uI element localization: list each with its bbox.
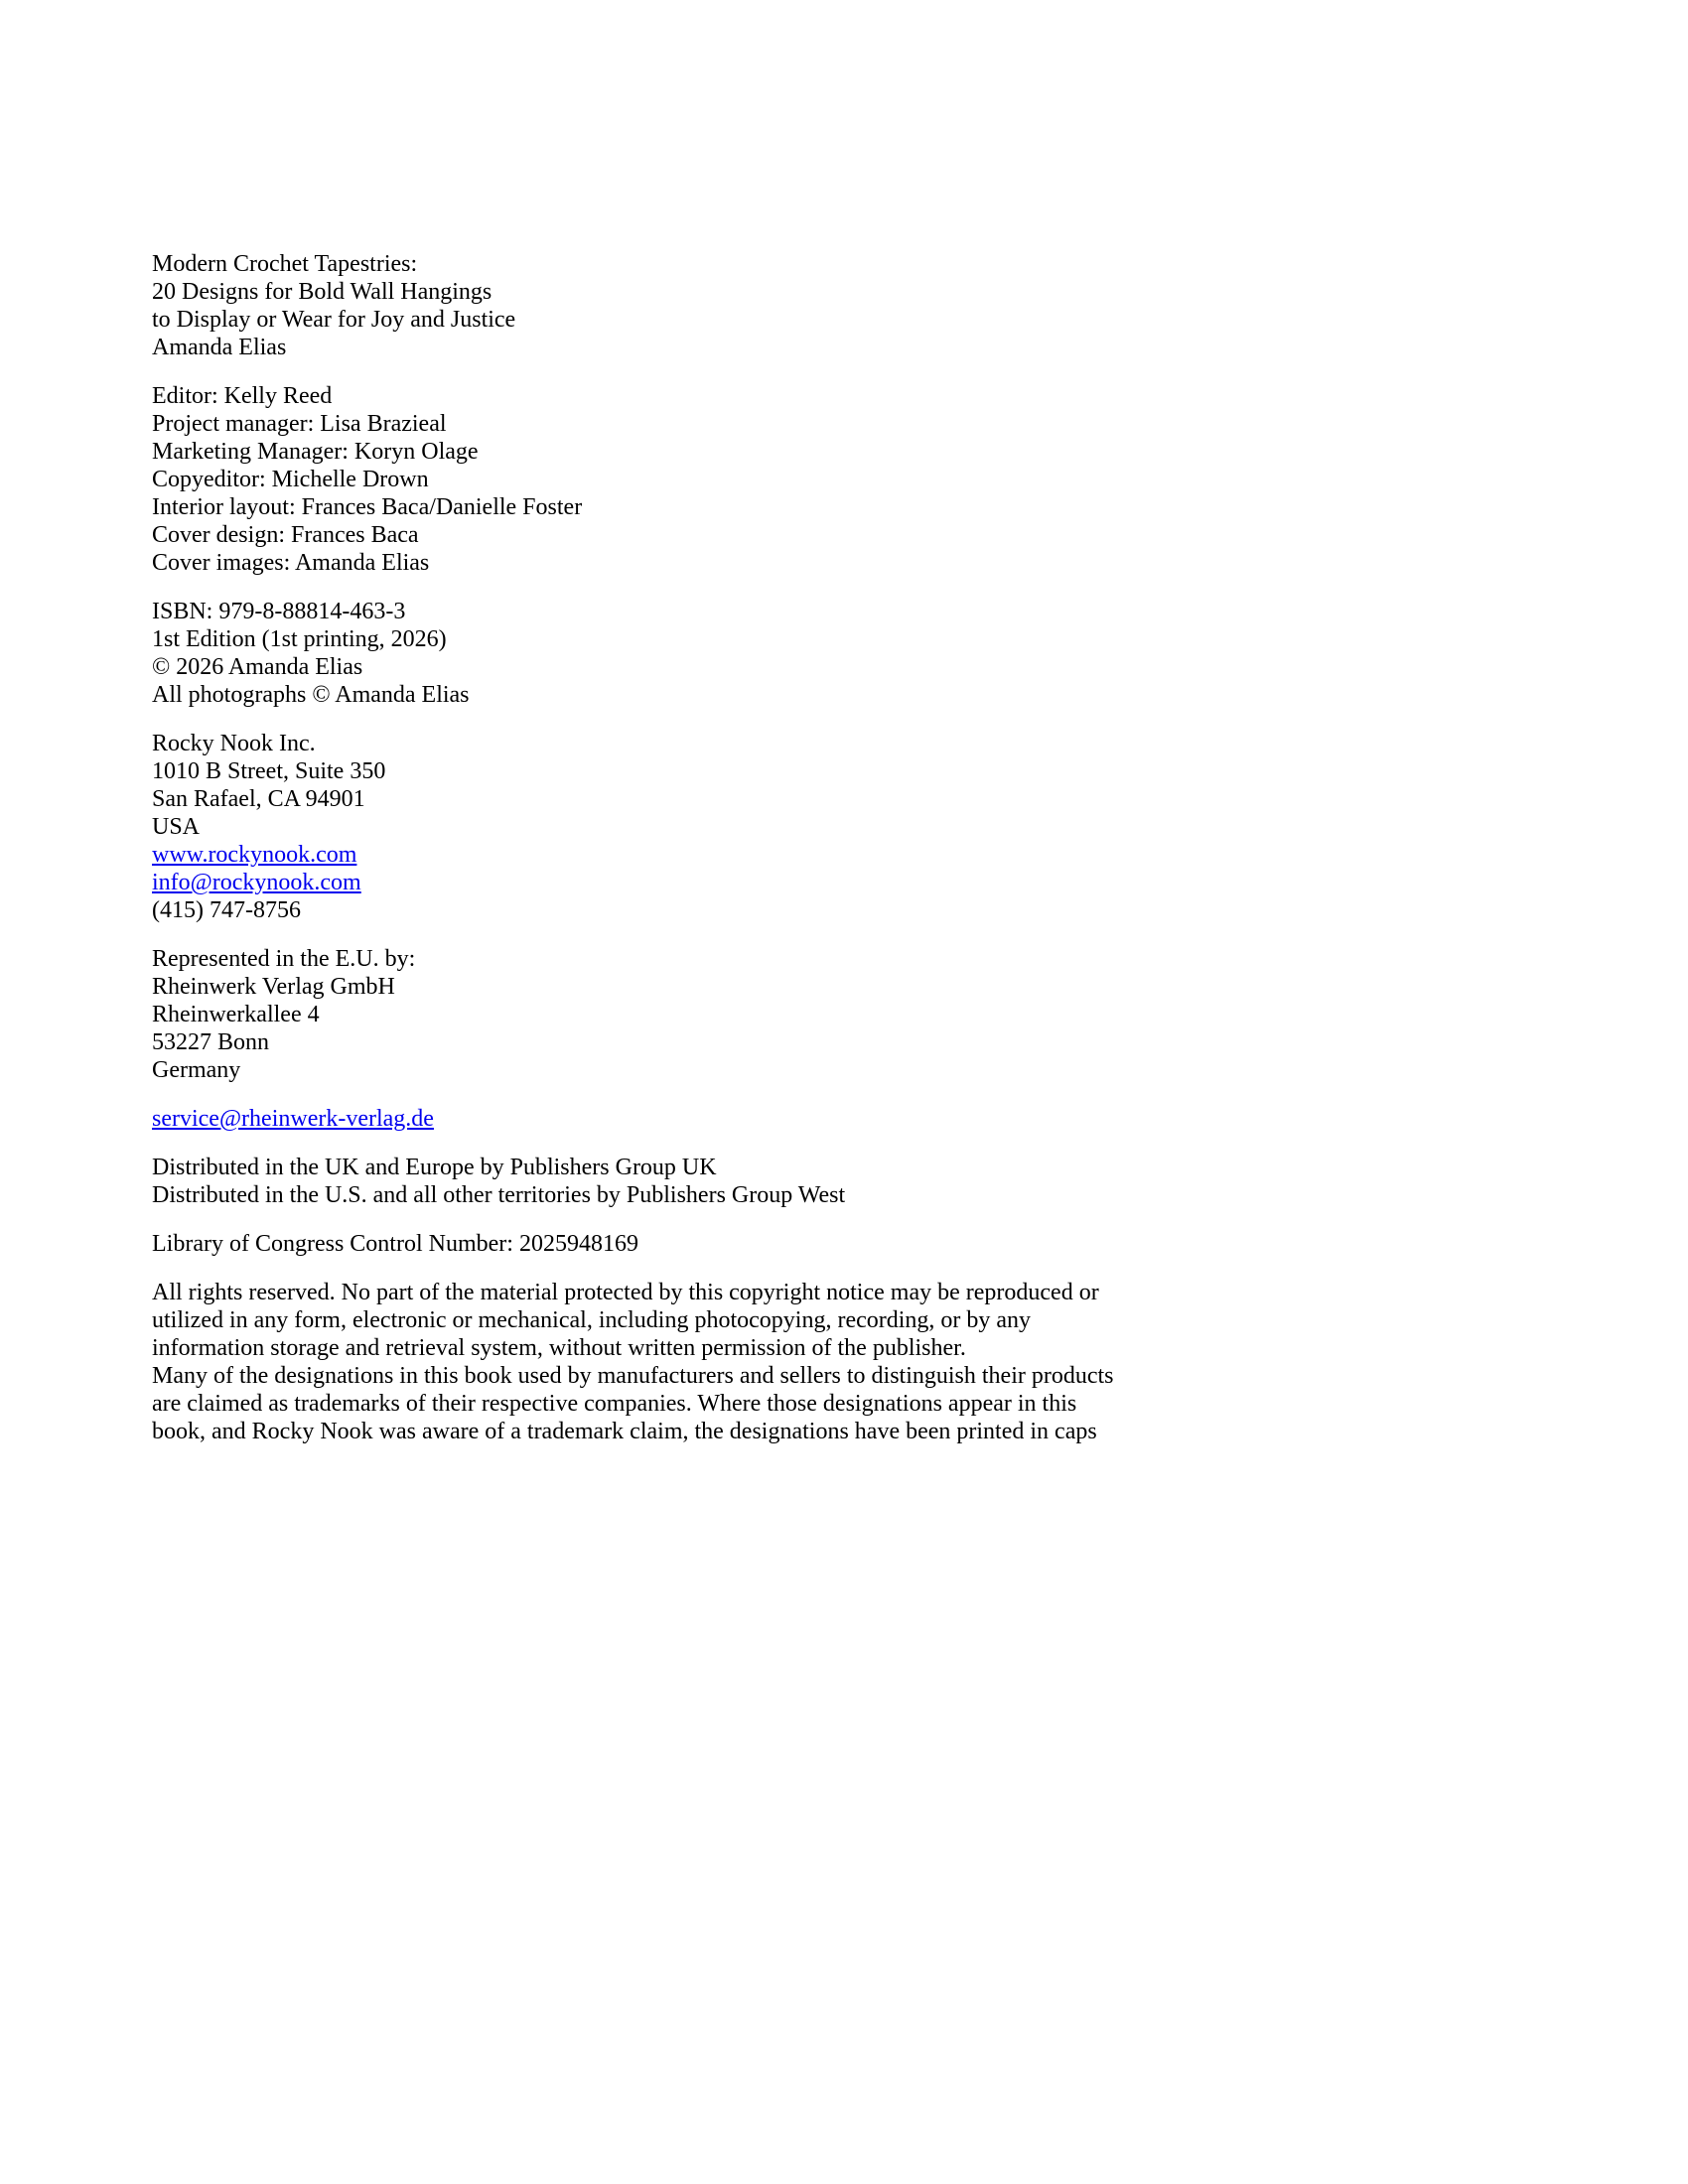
- text-line: 1010 B Street, Suite 350: [152, 758, 386, 784]
- text-line: Represented in the E.U. by:: [152, 946, 416, 972]
- hyperlink-text[interactable]: www.rockynook.com: [152, 842, 357, 868]
- text-line: 53227 Bonn: [152, 1029, 270, 1055]
- text-line: Editor: Kelly Reed: [152, 383, 333, 409]
- isbn-copyright-block: [152, 598, 1542, 709]
- text-line: All rights reserved. No part of the material protected by this copyright notice may be reproduced or: [152, 1280, 1099, 1305]
- text-line: (415) 747-8756: [152, 897, 301, 923]
- text-line: Germany: [152, 1057, 241, 1083]
- text-line: Rheinwerkallee 4: [152, 1002, 320, 1027]
- text-line: 1st Edition (1st printing, 2026): [152, 626, 447, 652]
- eu-email-block: [152, 1105, 1542, 1133]
- text-line: Many of the designations in this book used by manufacturers and sellers to distinguish their products: [152, 1363, 1114, 1389]
- text-line: USA: [152, 814, 201, 840]
- text-line: Marketing Manager: Koryn Olage: [152, 439, 479, 465]
- text-line: ISBN: 979-8-88814-463-3: [152, 599, 406, 624]
- text-line: are claimed as trademarks of their respective companies. Where those designations appear in this: [152, 1391, 1077, 1417]
- rights-notice-block: [152, 1279, 1542, 1445]
- hyperlink: [152, 841, 1542, 869]
- text-line: Project manager: Lisa Brazieal: [152, 411, 447, 437]
- copyright-page-content: [152, 250, 1542, 1466]
- hyperlink-text[interactable]: info@rockynook.com: [152, 870, 361, 895]
- text-line: Cover design: Frances Baca: [152, 522, 419, 548]
- text-line: Amanda Elias: [152, 335, 287, 360]
- publisher-address-block: [152, 730, 1542, 924]
- text-line: Cover images: Amanda Elias: [152, 550, 430, 576]
- hyperlink: [152, 1105, 1542, 1133]
- credits-block: [152, 382, 1542, 577]
- title-author-block: [152, 250, 1542, 361]
- text-line: information storage and retrieval system, without written permission of the publisher.: [152, 1335, 966, 1361]
- hyperlink-text[interactable]: service@rheinwerk-verlag.de: [152, 1106, 434, 1132]
- text-line: 20 Designs for Bold Wall Hangings: [152, 279, 492, 305]
- text-line: Modern Crochet Tapestries:: [152, 251, 418, 277]
- library-of-congress-block: [152, 1230, 1542, 1258]
- text-line: utilized in any form, electronic or mechanical, including photocopying, recording, or by any: [152, 1307, 1032, 1333]
- text-line: Library of Congress Control Number: 2025948169: [152, 1231, 638, 1257]
- text-line: All photographs © Amanda Elias: [152, 682, 470, 708]
- text-line: book, and Rocky Nook was aware of a trademark claim, the designations have been printed in caps: [152, 1419, 1097, 1444]
- text-line: © 2026 Amanda Elias: [152, 654, 363, 680]
- text-line: Distributed in the U.S. and all other territories by Publishers Group West: [152, 1182, 846, 1208]
- text-line: Distributed in the UK and Europe by Publishers Group UK: [152, 1155, 717, 1180]
- eu-representative-block: [152, 945, 1542, 1084]
- distribution-block: [152, 1154, 1542, 1209]
- text-line: Interior layout: Frances Baca/Danielle Foster: [152, 494, 583, 520]
- text-line: Copyeditor: Michelle Drown: [152, 467, 429, 492]
- text-line: to Display or Wear for Joy and Justice: [152, 307, 516, 333]
- text-line: Rheinwerk Verlag GmbH: [152, 974, 395, 1000]
- text-line: Rocky Nook Inc.: [152, 731, 316, 756]
- text-line: San Rafael, CA 94901: [152, 786, 365, 812]
- hyperlink: [152, 869, 1542, 896]
